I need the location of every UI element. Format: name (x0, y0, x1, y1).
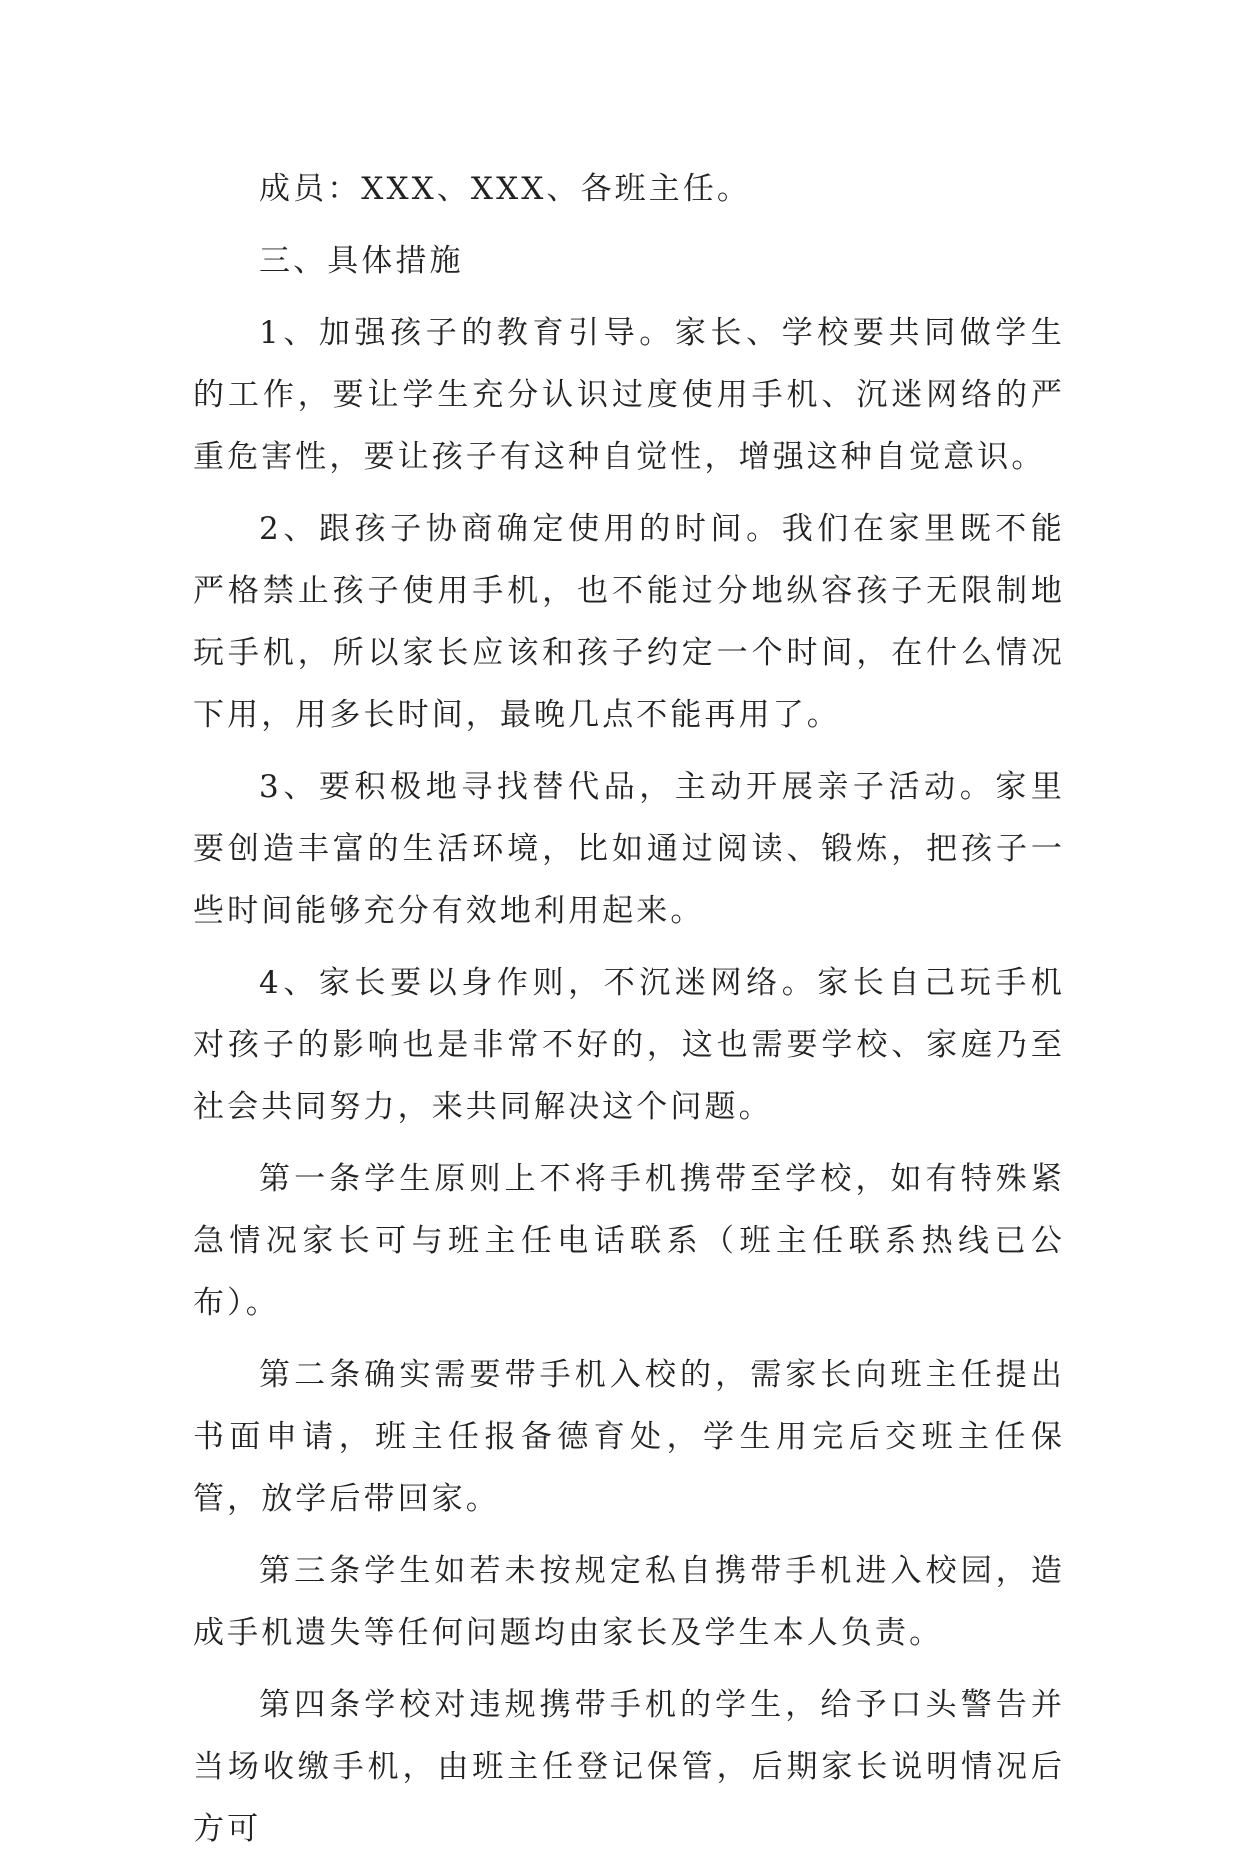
section-heading-measures: 三、具体措施 (259, 243, 464, 279)
article-1-paragraph: 第一条学生原则上不将手机携带至学校，如有特殊紧急情况家长可与班主任电话联系（班主任联系热线已公布）。 (193, 1161, 1065, 1321)
article-3-paragraph: 第三条学生如若未按规定私自携带手机进入校园，造成手机遗失等任何问题均由家长及学生本人负责。 (193, 1553, 1065, 1651)
measure-4-paragraph: 4、家长要以身作则，不沉迷网络。家长自己玩手机对孩子的影响也是非常不好的，这也需要学校、家庭乃至社会共同努力，来共同解决这个问题。 (193, 965, 1065, 1125)
measure-3-paragraph: 3、要积极地寻找替代品，主动开展亲子活动。家里要创造丰富的生活环境，比如通过阅读、锻炼，把孩子一些时间能够充分有效地利用起来。 (193, 769, 1065, 929)
measure-1-paragraph: 1、加强孩子的教育引导。家长、学校要共同做学生的工作，要让学生充分认识过度使用手机、沉迷网络的严重危害性，要让孩子有这种自觉性，增强这种自觉意识。 (193, 315, 1065, 475)
members-line: 成员：XXX、XXX、各班主任。 (259, 171, 752, 207)
measure-2-paragraph: 2、跟孩子协商确定使用的时间。我们在家里既不能严格禁止孩子使用手机，也不能过分地纵容孩子无限制地玩手机，所以家长应该和孩子约定一个时间，在什么情况下用，用多长时间，最晚几点不能再用了。 (193, 511, 1065, 733)
article-4-paragraph: 第四条学校对违规携带手机的学生，给予口头警告并当场收缴手机，由班主任登记保管，后期家长说明情况后方可 (193, 1687, 1065, 1847)
document-body (193, 158, 1065, 1870)
article-2-paragraph: 第二条确实需要带手机入校的，需家长向班主任提出书面申请，班主任报备德育处，学生用完后交班主任保管，放学后带回家。 (193, 1357, 1065, 1517)
